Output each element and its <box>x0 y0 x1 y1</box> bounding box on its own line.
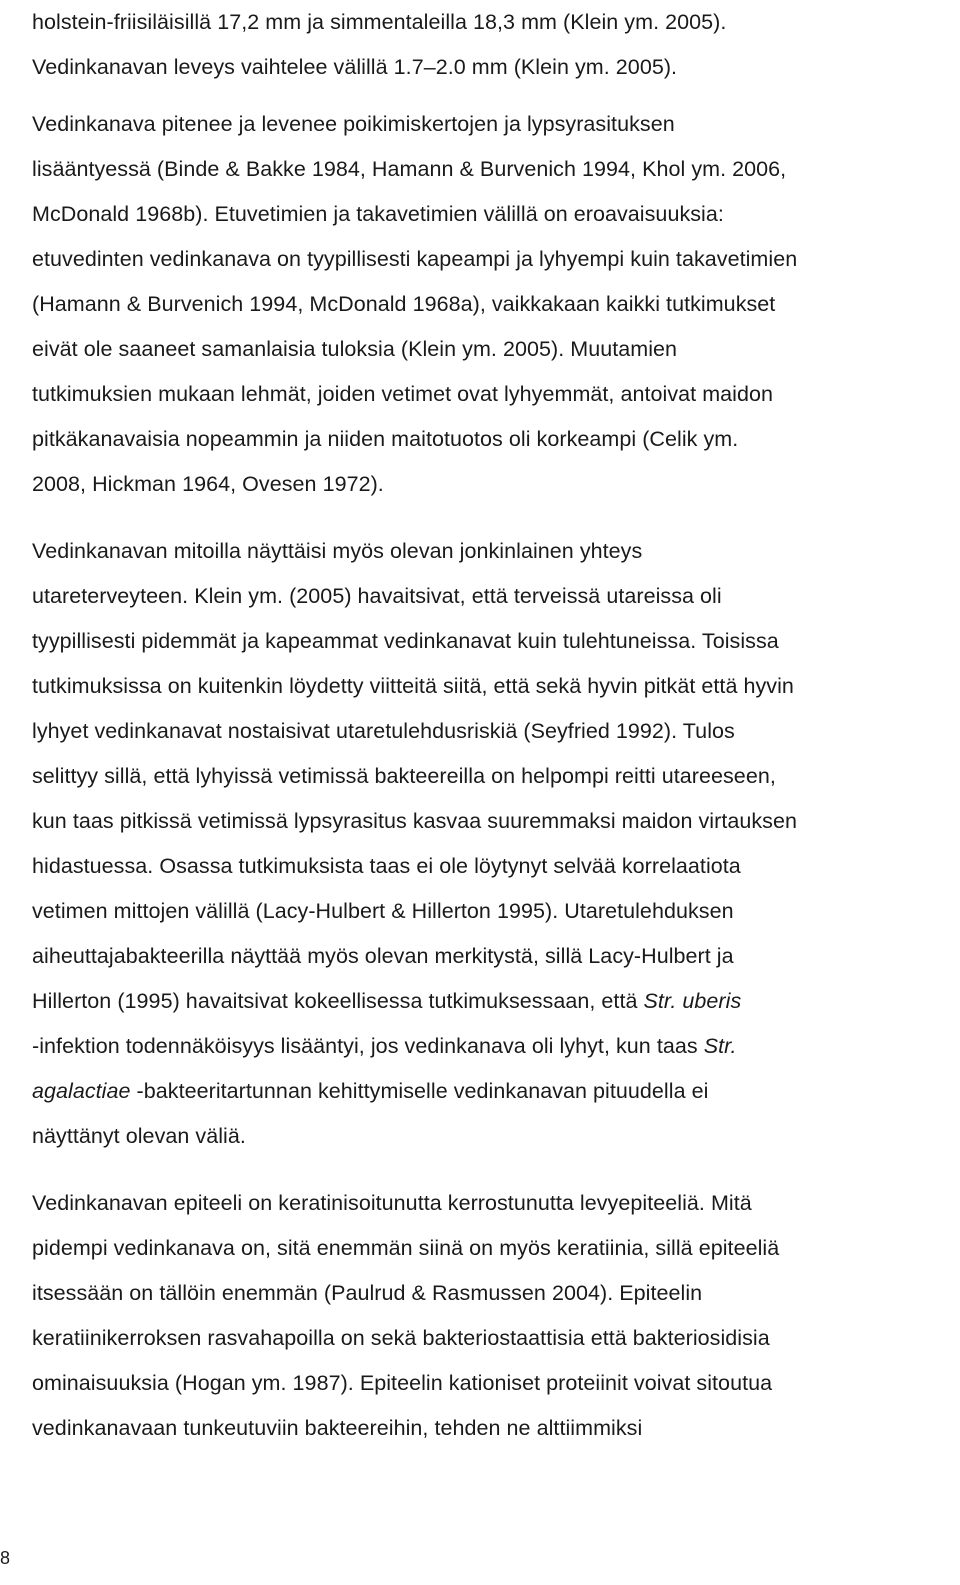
paragraph-line: selittyy sillä, että lyhyissä vetimissä bakteereilla on helpompi reitti utareeseen, <box>32 764 776 788</box>
page-number: 8 <box>0 1548 11 1568</box>
paragraph-line <box>32 1069 942 1114</box>
paragraph-line <box>32 1024 942 1069</box>
paragraph-line: tutkimuksissa on kuitenkin löydetty viitteitä siitä, että sekä hyvin pitkät että hyvin <box>32 674 794 698</box>
paragraph-line: (Hamann & Burvenich 1994, McDonald 1968a), vaikkakaan kaikki tutkimukset <box>32 292 776 316</box>
paragraph-gap <box>32 90 942 102</box>
paragraph-gap <box>32 1159 942 1181</box>
species-name-italic: agalactiae <box>32 1079 131 1103</box>
paragraph-3 <box>32 1181 942 1451</box>
document-page <box>32 0 942 1451</box>
paragraph-line: holstein-friisiläisillä 17,2 mm ja simmentaleilla 18,3 mm (Klein ym. 2005). <box>32 10 727 34</box>
paragraph-line: vetimen mittojen välillä (Lacy-Hulbert & Hillerton 1995). Utaretulehduksen <box>32 899 734 923</box>
paragraph-line: kun taas pitkissä vetimissä lypsyrasitus kasvaa suuremmaksi maidon virtauksen <box>32 809 797 833</box>
paragraph-line <box>32 979 942 1024</box>
paragraph-line: Vedinkanavan epiteeli on keratinisoitunutta kerrostunutta levyepiteeliä. Mitä <box>32 1191 752 1215</box>
paragraph-line: etuvedinten vedinkanava on tyypillisesti kapeampi ja lyhyempi kuin takavetimien <box>32 247 798 271</box>
species-name-italic: Str. <box>703 1034 737 1058</box>
paragraph-gap <box>32 507 942 529</box>
paragraph-line: aiheuttajabakteerilla näyttää myös olevan merkitystä, sillä Lacy-Hulbert ja <box>32 944 734 968</box>
paragraph-line: utareterveyteen. Klein ym. (2005) havaitsivat, että terveissä utareissa oli <box>32 584 722 608</box>
paragraph-line: tyypillisesti pidemmät ja kapeammat vedinkanavat kuin tulehtuneissa. Toisissa <box>32 629 779 653</box>
paragraph-line: pitkäkanavaisia nopeammin ja niiden maitotuotos oli korkeampi (Celik ym. <box>32 427 739 451</box>
paragraph-line: McDonald 1968b). Etuvetimien ja takavetimien välillä on eroavaisuuksia: <box>32 202 724 226</box>
paragraph-line: pidempi vedinkanava on, sitä enemmän siinä on myös keratiinia, sillä epiteeliä <box>32 1236 780 1260</box>
paragraph-line: näyttänyt olevan väliä. <box>32 1124 246 1148</box>
paragraph-line: keratiinikerroksen rasvahapoilla on sekä bakteriostaattisia että bakteriosidisia <box>32 1326 770 1350</box>
paragraph-line: Vedinkanava pitenee ja levenee poikimiskertojen ja lypsyrasituksen <box>32 112 675 136</box>
paragraph-line: eivät ole saaneet samanlaisia tuloksia (Klein ym. 2005). Muutamien <box>32 337 678 361</box>
paragraph-line: vedinkanavaan tunkeutuviin bakteereihin, tehden ne alttiimmiksi <box>32 1416 643 1440</box>
paragraph-line: itsessään on tällöin enemmän (Paulrud & Rasmussen 2004). Epiteelin <box>32 1281 703 1305</box>
line-text: -infektion todennäköisyys lisääntyi, jos vedinkanava oli lyhyt, kun taas <box>32 1034 704 1058</box>
line-text: Hillerton (1995) havaitsivat kokeellisessa tutkimuksessaan, että <box>32 989 644 1013</box>
line-text: -bakteeritartunnan kehittymiselle vedinkanavan pituudella ei <box>130 1079 709 1103</box>
paragraph-line: Vedinkanavan mitoilla näyttäisi myös olevan jonkinlainen yhteys <box>32 539 643 563</box>
paragraph-line: lisääntyessä (Binde & Bakke 1984, Hamann & Burvenich 1994, Khol ym. 2006, <box>32 157 787 181</box>
paragraph-line: lyhyet vedinkanavat nostaisivat utaretulehdusriskiä (Seyfried 1992). Tulos <box>32 719 735 743</box>
paragraph-line: hidastuessa. Osassa tutkimuksista taas ei ole löytynyt selvää korrelaatiota <box>32 854 741 878</box>
paragraph-line: 2008, Hickman 1964, Ovesen 1972). <box>32 472 384 496</box>
paragraph-2 <box>32 529 942 1159</box>
paragraph-line: tutkimuksien mukaan lehmät, joiden vetimet ovat lyhyemmät, antoivat maidon <box>32 382 774 406</box>
paragraph-1 <box>32 0 942 507</box>
paragraph-line: ominaisuuksia (Hogan ym. 1987). Epiteelin kationiset proteiinit voivat sitoutua <box>32 1371 773 1395</box>
species-name-italic: Str. uberis <box>643 989 742 1013</box>
paragraph-line: Vedinkanavan leveys vaihtelee välillä 1.7–2.0 mm (Klein ym. 2005). <box>32 55 678 79</box>
